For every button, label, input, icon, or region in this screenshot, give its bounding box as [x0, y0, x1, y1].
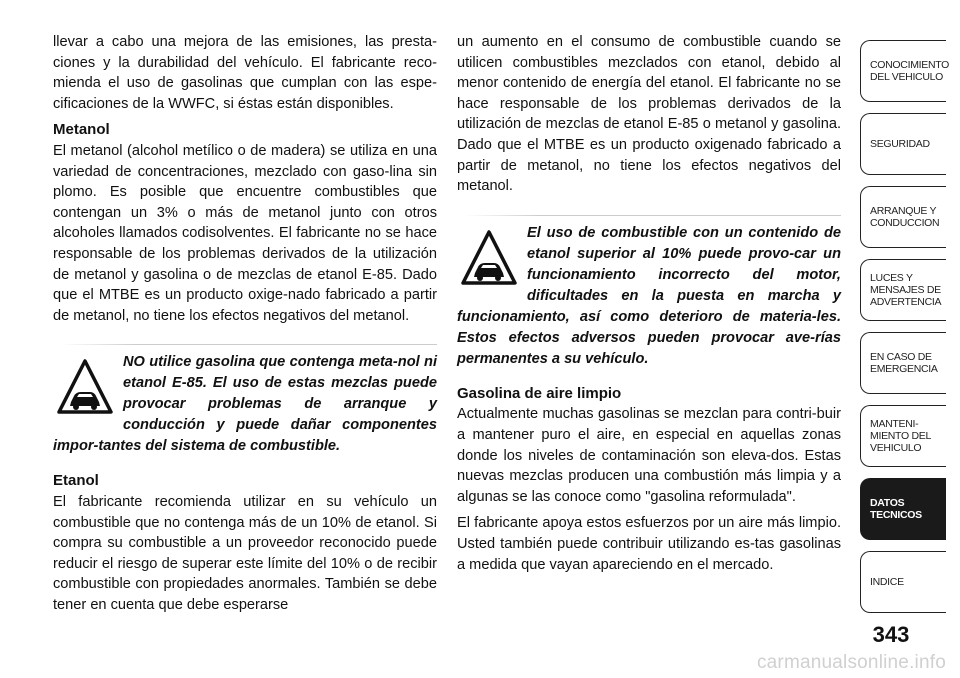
paragraph-clean-air: Actualmente muchas gasolinas se mezclan para contri-buir a mantener puro el aire, en especial en aquellas zonas donde los niveles de contaminación son eleva-dos. Estas nuevas mezclas producen una combustión más limpia y a algunas se las conoce como "gasolina reformulada".	[457, 406, 841, 505]
tab-arranque[interactable]: ARRANQUE Y CONDUCCION	[860, 186, 946, 248]
tab-emergencia[interactable]: EN CASO DE EMERGENCIA	[860, 332, 946, 394]
warning-text-metanol: NO utilice gasolina que contenga meta-nol ni etanol E-85. El uso de estas mezclas puede provocar problemas de arranque y conducción y puede dañar componentes impor-tantes del sistema de combustible.	[53, 354, 437, 455]
paragraph-consumption: un aumento en el consumo de combustible cuando se utilicen combustibles mezclados con etanol, debido al menor contenido de energía del etanol. El fabricante no se hace responsable de los problemas derivados de la utilización de mezclas de etanol E-85 o metanol y gasolina. Dado que el MTBE es un producto oxigenado fabricado a partir de metanol, no tiene los efectos negativos del metanol.	[457, 34, 841, 195]
tab-seguridad[interactable]: SEGURIDAD	[860, 113, 946, 175]
tab-datos-tecnicos[interactable]: DATOS TECNICOS	[860, 478, 946, 540]
section-tabs	[860, 0, 960, 620]
warning-box-etanol	[457, 215, 841, 370]
tab-indice[interactable]: INDICE	[860, 551, 946, 613]
car-warning-triangle-icon	[57, 358, 113, 416]
paragraph-etanol: El fabricante recomienda utilizar en su vehículo un combustible que no contenga más de un 10% de etanol. Si compra su combustible a un proveedor reconocido puede reducir el riesgo de superar este límite del 10% o de recibir combustible con propiedades anormales. También se debe tener en cuenta que debe esperarse	[53, 493, 437, 613]
watermark: carmanualsonline.info	[756, 652, 946, 673]
warning-box-metanol	[53, 344, 437, 457]
tab-mantenimiento[interactable]: MANTENI- MIENTO DEL VEHICULO	[860, 405, 946, 467]
right-column	[457, 32, 841, 581]
page-number: 343	[872, 622, 910, 647]
heading-metanol: Metanol	[53, 121, 110, 139]
paragraph-support: El fabricante apoya estos esfuerzos por un aire más limpio. Usted también puede contribuir utilizando es-tas gasolinas a medida que vayan apareciendo en el mercado.	[457, 515, 841, 573]
heading-etanol: Etanol	[53, 472, 99, 490]
paragraph-metanol: El metanol (alcohol metílico o de madera) se utiliza en una variedad de concentraciones, mezclado con gaso-lina sin plomo. Es posible que encuentre combustibles que contengan un 3% o más de metanol junto con otros alcoholes llamados codisolventes. El fabricante no se hace responsable de los problemas derivados de la utilización de metanol y gasolina o de mezclas de etanol E-85. Dado que el MTBE es un producto oxige-nado fabricado a partir de metanol, no tiene los efectos negativos del metanol.	[53, 142, 437, 324]
warning-text-etanol: El uso de combustible con un contenido de etanol superior al 10% puede provo-car un funcionamiento incorrecto del motor, dificultades en la puesta en marcha y funcionamiento, así como deterioro de materia-les. Estos efectos adversos pueden provocar ave-rías permanentes a su vehículo.	[457, 224, 841, 367]
tab-conocimiento[interactable]: CONOCIMIENTO DEL VEHICULO	[860, 40, 946, 102]
tab-luces[interactable]: LUCES Y MENSAJES DE ADVERTENCIA	[860, 259, 946, 321]
paragraph-intro: llevar a cabo una mejora de las emisiones, las presta-ciones y la durabilidad del vehículo. El fabricante reco-mienda el uso de gasolinas que cumplan con las espe-cificaciones de la WWFC, si éstas están disponibles.	[53, 34, 437, 112]
car-warning-triangle-icon	[461, 229, 517, 287]
left-column	[53, 32, 437, 621]
heading-clean-air-gasoline: Gasolina de aire limpio	[457, 384, 622, 402]
